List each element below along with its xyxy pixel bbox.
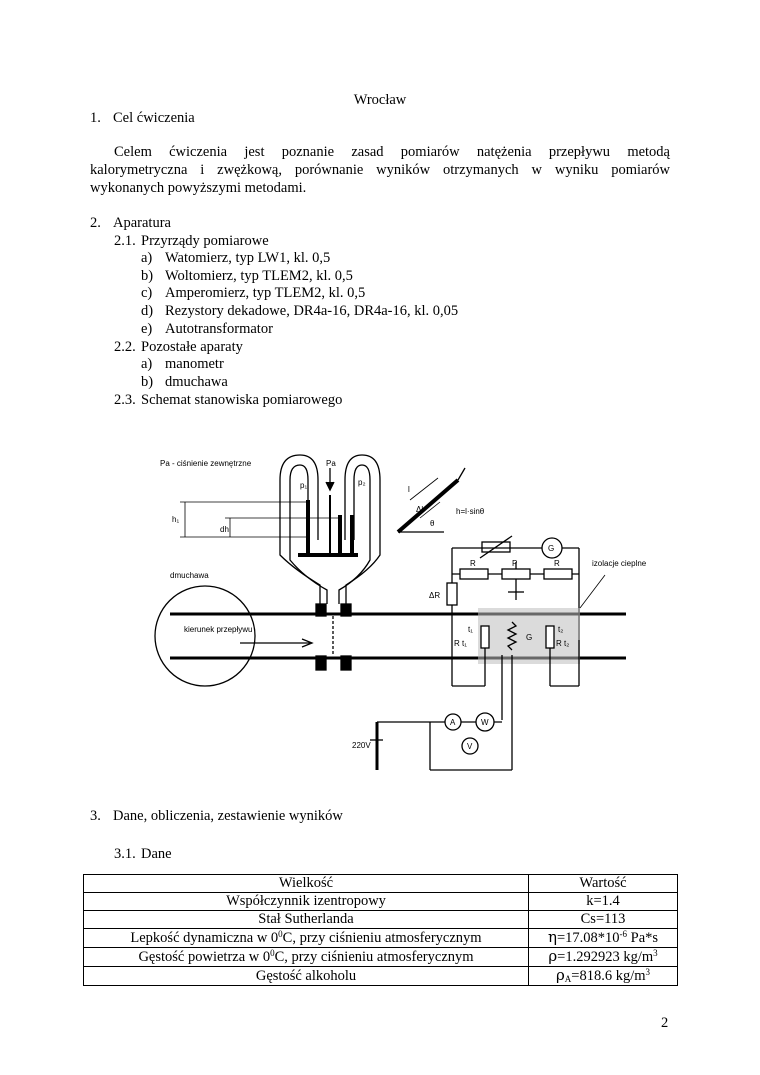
list-item: Amperomierz, typ TLEM2, kl. 0,5 xyxy=(165,285,366,301)
cell-value-sup: 3 xyxy=(645,967,651,977)
h1-label: h₁ xyxy=(172,515,180,524)
list-item: Autotransformator xyxy=(165,321,273,337)
goal-paragraph xyxy=(90,143,670,197)
p1-label: p₁ xyxy=(300,481,308,490)
list-letter: c) xyxy=(141,285,153,301)
inclined-tube xyxy=(398,480,458,532)
rt1-label: R t₁ xyxy=(454,639,467,648)
cell-name xyxy=(84,948,529,967)
section-3-title: Dane, obliczenia, zestawienie wyników xyxy=(113,808,343,824)
resistor-r-left xyxy=(460,569,488,579)
subsection-3-1-number: 3.1. xyxy=(114,846,136,862)
cell-name-sup: 0 xyxy=(270,947,275,958)
cell-value xyxy=(529,948,678,967)
table-header-row xyxy=(84,875,678,893)
list-item: Watomierz, typ LW1, kl. 0,5 xyxy=(165,250,331,266)
subsection-2-1-title: Przyrządy pomiarowe xyxy=(141,233,269,249)
section-2-title: Aparatura xyxy=(113,215,171,231)
list-letter: b) xyxy=(141,374,154,390)
list-item: dmuchawa xyxy=(165,374,228,390)
subsection-2-1-number: 2.1. xyxy=(114,233,136,249)
list-letter: a) xyxy=(141,250,153,266)
orifice-bottom-left xyxy=(316,656,326,670)
cell-name-text: C, przy ciśnieniu atmosferycznym xyxy=(282,929,482,946)
subsection-2-3-title: Schemat stanowiska pomiarowego xyxy=(141,392,343,408)
list-item: Woltomierz, typ TLEM2, kl. 0,5 xyxy=(165,268,353,284)
wattmeter-label: W xyxy=(481,718,489,727)
r-left-label: R xyxy=(470,559,476,568)
list-letter: b) xyxy=(141,268,154,284)
inclined-tip xyxy=(458,468,465,480)
dh-label: dh xyxy=(220,525,229,534)
blower-shape xyxy=(155,586,255,686)
cell-name: Stał Sutherlanda xyxy=(84,911,529,929)
section-2-number: 2. xyxy=(90,215,101,231)
cell-value-text: =818.6 kg/m xyxy=(571,968,646,984)
section-3-number: 3. xyxy=(90,808,101,824)
subsection-2-2-number: 2.2. xyxy=(114,339,136,355)
page-title: Wrocław xyxy=(353,92,407,108)
flow-label: kierunek przepływu xyxy=(184,625,253,634)
rho-symbol: ρ xyxy=(548,947,558,965)
inclined-dim-l xyxy=(410,478,438,500)
delta-r-label: ΔR xyxy=(429,591,441,600)
ammeter-label: A xyxy=(450,718,456,727)
pa-description-label: Pa - ciśnienie zewnętrzne xyxy=(160,459,252,468)
cell-value-text: =17.08*10 xyxy=(556,930,620,946)
resistor-r-right xyxy=(544,569,572,579)
subsection-2-2-title: Pozostałe aparaty xyxy=(141,339,243,355)
orifice-top-left xyxy=(316,604,326,616)
cell-value xyxy=(529,967,678,986)
header-value: Wartość xyxy=(529,875,678,893)
pa-arrowhead xyxy=(326,482,334,490)
cell-value: Cs=113 xyxy=(529,911,678,929)
subsection-3-1-title: Dane xyxy=(141,846,172,862)
rho-symbol: ρ xyxy=(555,966,565,984)
table-row xyxy=(84,929,678,948)
goal-line-1: Celem ćwiczenia jest poznanie zasad pomiarów natężenia przepływu metodą xyxy=(114,144,670,160)
orifice-bottom-right xyxy=(341,656,351,670)
cell-value-text: =1.292923 kg/m xyxy=(557,949,654,965)
cell-value xyxy=(529,929,678,948)
cell-name: Gęstość alkoholu xyxy=(84,967,529,986)
r-right-label: R xyxy=(554,559,560,568)
cell-name-text: C, przy ciśnieniu atmosferycznym xyxy=(274,948,474,965)
pa-label: Pa xyxy=(326,459,336,468)
cell-name-text: Lepkość dynamiczna w 0 xyxy=(130,929,279,946)
list-letter: d) xyxy=(141,303,154,319)
t2-label: t₂ xyxy=(558,625,564,634)
dl-label: Δl xyxy=(416,505,424,514)
cell-name: Współczynnik izentropowy xyxy=(84,893,529,911)
insulation-label: izolacje cieplne xyxy=(592,559,647,568)
cell-value: k=1.4 xyxy=(529,893,678,911)
table-row xyxy=(84,967,678,986)
p2-label: p₂ xyxy=(358,478,366,487)
list-item: Rezystory dekadowe, DR4a-16, DR4a-16, kl. 0,05 xyxy=(165,303,459,319)
header-quantity: Wielkość xyxy=(84,875,529,893)
section-1-number: 1. xyxy=(90,110,101,126)
rt2-label: R t₂ xyxy=(556,639,570,648)
rho-subscript: A xyxy=(564,974,572,984)
cell-value-sup: -6 xyxy=(619,929,628,939)
thermal-resistor-1 xyxy=(481,626,489,648)
galvanometer-1-label: G xyxy=(548,544,555,553)
section-1-title: Cel ćwiczenia xyxy=(113,110,195,126)
cell-name-sup: 0 xyxy=(278,928,283,939)
t1-label: t₁ xyxy=(468,625,473,634)
potentiometer-p xyxy=(502,569,530,579)
voltmeter-label: V xyxy=(467,742,473,751)
page-number: 2 xyxy=(661,1015,669,1031)
p-label: P xyxy=(512,559,518,568)
g2-label: G xyxy=(526,633,533,642)
thermal-resistor-2 xyxy=(546,626,554,648)
cell-name xyxy=(84,929,529,948)
goal-line-2: kalorymetryczna i zwężkową, porównanie wyników otrzymanych w wyniku pomiarów xyxy=(90,162,670,178)
theta-label: θ xyxy=(430,519,435,528)
eta-symbol: η xyxy=(547,928,557,946)
variable-resistor-arrow xyxy=(480,536,512,558)
table-row xyxy=(84,911,678,929)
list-item: manometr xyxy=(165,356,224,372)
goal-line-3: wykonanych powyższymi metodami. xyxy=(90,180,307,196)
table-row xyxy=(84,893,678,911)
list-letter: a) xyxy=(141,356,153,372)
data-table xyxy=(83,874,678,986)
resistor-delta-r xyxy=(447,583,457,605)
subsection-2-3-number: 2.3. xyxy=(114,392,136,408)
cell-name-text: Gęstość powietrza w 0 xyxy=(138,948,271,965)
list-letter: e) xyxy=(141,321,153,337)
cell-value-text: Pa*s xyxy=(627,930,659,946)
blower-label: dmuchawa xyxy=(170,571,209,580)
voltage-label: 220V xyxy=(352,741,371,750)
orifice-top-right xyxy=(341,604,351,616)
l-label: l xyxy=(408,485,410,494)
measurement-setup-diagram xyxy=(140,440,647,785)
cell-value-sup: 3 xyxy=(653,948,658,958)
formula-label: h=l·sinθ xyxy=(456,507,485,516)
table-row xyxy=(84,948,678,967)
insulation-leader xyxy=(580,575,605,608)
